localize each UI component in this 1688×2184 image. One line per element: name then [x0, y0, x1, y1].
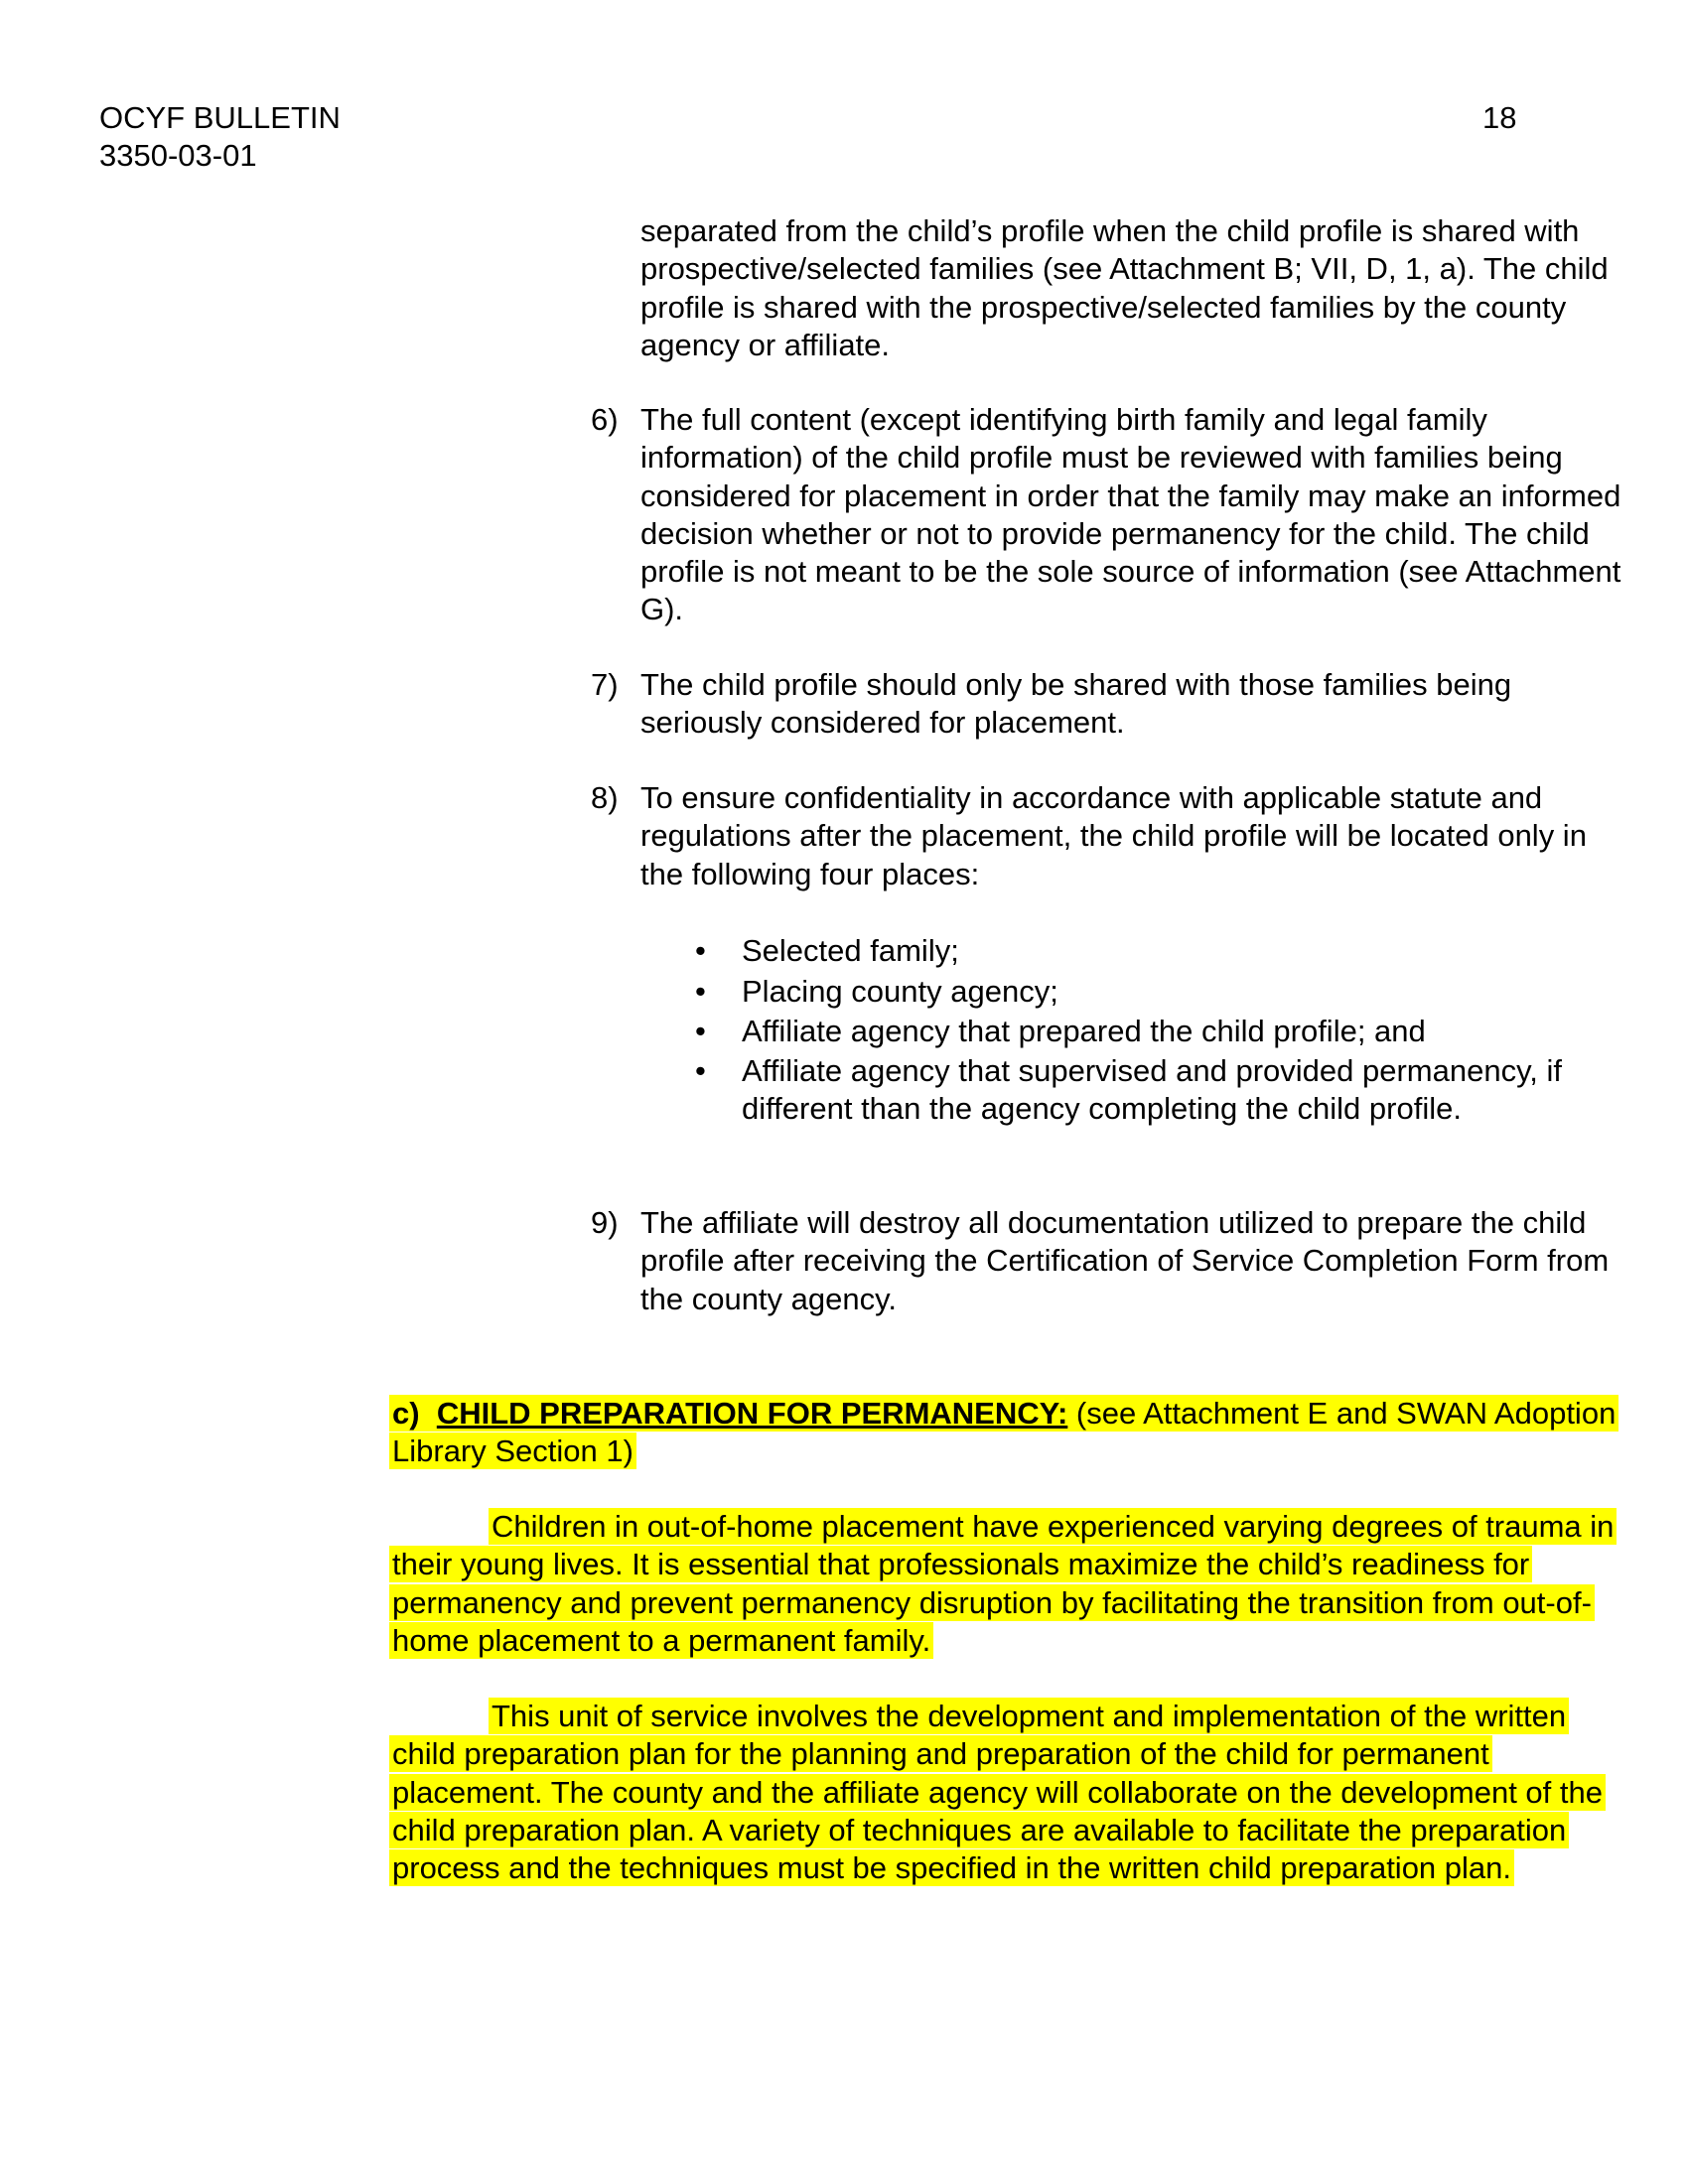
list-item-number: 8)	[591, 780, 619, 815]
bullet-item-3	[695, 1013, 1618, 1050]
bulletin-title: OCYF BULLETIN	[99, 100, 341, 135]
list-item-6	[591, 401, 1623, 629]
bullet-text: Selected family;	[742, 933, 959, 968]
bullet-text: Placing county agency;	[742, 974, 1058, 1009]
list-item-9	[591, 1204, 1623, 1318]
bullet-icon: •	[695, 933, 706, 968]
list-item-text: The full content (except identifying birth family and legal family information) of the child profile must be reviewed with families being considered for placement in order that the family may make an informed decision whether or not to provide permanency for the child. The child profile is not meant to be the sole source of information (see Attachment G).	[640, 402, 1621, 627]
section-c-heading	[389, 1395, 1625, 1471]
continued-paragraph: separated from the child’s profile when the child profile is shared with prospective/selected families (see Attachment B; VII, D, 1, a). The child profile is shared with the prospective/selected families by the county agency or affiliate.	[640, 213, 1609, 362]
bullet-icon: •	[695, 1014, 706, 1048]
list-item-text: The child profile should only be shared with those families being seriously considered for placement.	[640, 667, 1512, 741]
bullet-text: Affiliate agency that supervised and provided permanency, if different than the agency completing the child profile.	[742, 1053, 1563, 1127]
list-item-text: The affiliate will destroy all documentation utilized to prepare the child profile after receiving the Certification of Service Completion Form from the county agency.	[640, 1205, 1610, 1316]
list-item-number: 9)	[591, 1205, 619, 1240]
list-item-7	[591, 666, 1623, 743]
section-c-paragraph-2	[389, 1698, 1625, 1887]
bullet-item-1	[695, 932, 1618, 970]
bulletin-number: 3350-03-01	[99, 138, 257, 173]
list-item-text: To ensure confidentiality in accordance with applicable statute and regulations after the placement, the child profile will be located only in the following four places:	[640, 780, 1587, 891]
bullet-text: Affiliate agency that prepared the child profile; and	[742, 1014, 1426, 1048]
list-item-number: 7)	[591, 667, 619, 702]
section-reference: (see Attachment E and SWAN Adoption Library Section 1)	[392, 1396, 1617, 1469]
bullet-item-2	[695, 973, 1618, 1011]
paragraph-text: Children in out-of-home placement have experienced varying degrees of trauma in their young lives. It is essential that professionals maximize the child’s readiness for permanency and prevent permanency disruption by facilitating the transition from out-of-home placement to a permanent family.	[389, 1508, 1617, 1659]
section-title: CHILD PREPARATION FOR PERMANENCY:	[436, 1396, 1068, 1431]
bullet-icon: •	[695, 974, 706, 1009]
page-number: 18	[1482, 100, 1517, 135]
section-c-paragraph-1	[389, 1508, 1625, 1660]
list-item-8	[591, 779, 1623, 893]
bullet-item-4	[695, 1052, 1618, 1129]
list-item-number: 6)	[591, 402, 619, 437]
section-label: c)	[392, 1396, 420, 1431]
paragraph-text: This unit of service involves the development and implementation of the written child preparation plan for the planning and preparation of the child for permanent placement. The county and the affiliate agency will collaborate on the development of the child preparation plan. A variety of techniques are available to facilitate the preparation process and the techniques must be specified in the written child preparation plan.	[389, 1698, 1606, 1886]
bullet-icon: •	[695, 1053, 706, 1088]
